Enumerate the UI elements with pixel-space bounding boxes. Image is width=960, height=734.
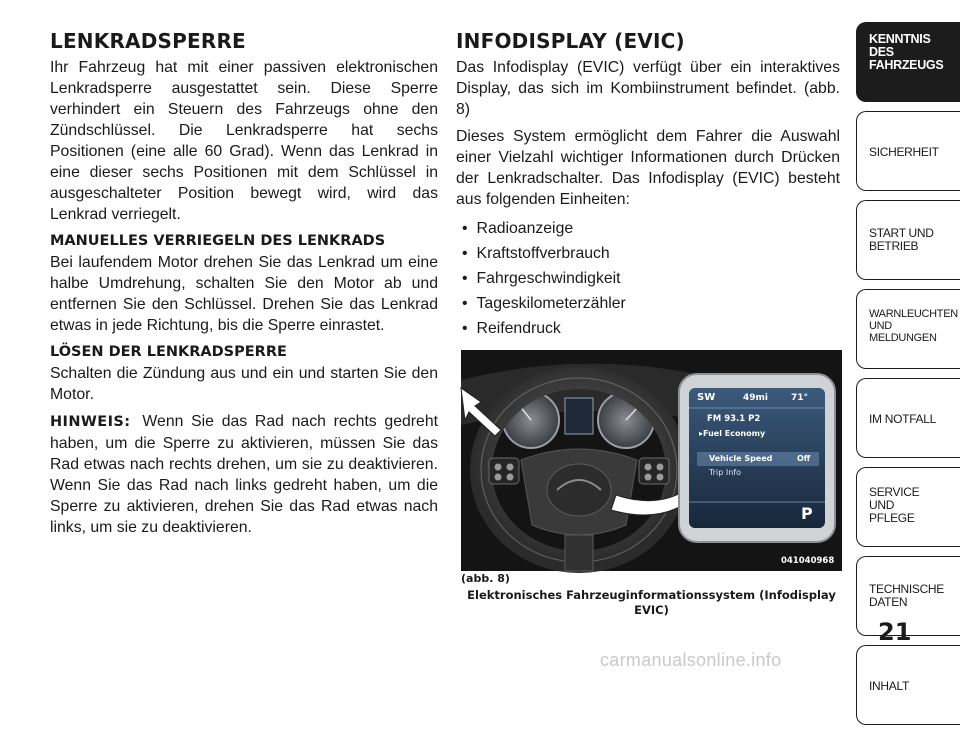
release-lock-text: Schalten die Zündung aus und ein und starten Sie den Motor. xyxy=(50,365,438,403)
display-menu-fuel-economy: ▸Fuel Economy xyxy=(699,429,766,438)
display-menu-vehicle-speed-value: Off xyxy=(797,454,811,463)
figure-number: (abb. 8) xyxy=(461,572,510,585)
steering-wheel-illustration xyxy=(461,350,842,571)
display-radio: FM 93.1 P2 xyxy=(707,414,761,424)
section-title-steering-lock: LENKRADSPERRE xyxy=(50,29,246,53)
manual-lock-heading: MANUELLES VERRIEGELN DES LENKRADS xyxy=(50,233,386,249)
list-item: • Tageskilometerzähler xyxy=(456,291,840,316)
display-temperature: 71° xyxy=(791,393,809,403)
list-item: • Radioanzeige xyxy=(456,216,840,241)
steering-lock-intro: Ihr Fahrzeug hat mit einer passiven elektronischen Lenkradsperre ausgestattet sein. Diese Sperre verhindert ein Steuern des Fahrzeugs ohne den Zündschlüssel. Die Lenkradsperre hat sechs Positionen (eine alle 60 Grad). Wenn das Lenkrad in eine dieser sechs Positionen mit dem Schlüssel in ausgeschalteter Position bewegt wird, wird das Lenkrad verriegelt. xyxy=(50,59,438,223)
page-number: 21 xyxy=(878,618,912,646)
display-compass: SW xyxy=(697,392,716,403)
tab-start-und-betrieb[interactable]: START UND BETRIEB xyxy=(856,200,960,280)
tab-warnleuchten-und-meldungen[interactable]: WARNLEUCHTEN UND MELDUNGEN xyxy=(856,289,960,369)
note-text: Wenn Sie das Rad nach rechts gedreht haben, um die Sperre zu aktivieren, müssen Sie das Rad etwas nach rechts drehen, um sie zu deaktivieren. Wenn Sie das Rad nach links gedreht haben, um die Sperre zu aktivieren, drehen Sie das Rad etwas nach links, um sie zu deaktivieren. xyxy=(50,413,438,536)
release-lock-heading: LÖSEN DER LENKRADSPERRE xyxy=(50,344,287,360)
tab-inhalt[interactable]: INHALT xyxy=(856,645,960,725)
tab-im-notfall[interactable]: IM NOTFALL xyxy=(856,378,960,458)
right-column xyxy=(456,28,840,341)
list-item: • Fahrgeschwindigkeit xyxy=(456,266,840,291)
evic-unit-list xyxy=(456,216,840,341)
list-item: • Kraftstoffverbrauch xyxy=(456,241,840,266)
display-menu-vehicle-speed: Vehicle Speed xyxy=(709,454,773,463)
display-gear: P xyxy=(801,504,813,523)
section-title-evic: INFODISPLAY (EVIC) xyxy=(456,29,685,53)
tab-kenntnis-des-fahrzeugs[interactable]: KENNTNIS DES FAHRZEUGS xyxy=(856,22,960,102)
figure-caption: Elektronisches Fahrzeuginformationssystem (Infodisplay EVIC) xyxy=(467,588,836,617)
list-item: • Reifendruck xyxy=(456,316,840,341)
tab-sicherheit[interactable]: SICHERHEIT xyxy=(856,111,960,191)
tab-technische-daten[interactable]: TECHNISCHE DATEN xyxy=(856,556,960,636)
tab-service-und-pflege[interactable]: SERVICE UND PFLEGE xyxy=(856,467,960,547)
note-paragraph xyxy=(50,411,438,538)
display-menu-trip-info: Trip Info xyxy=(709,468,741,477)
manual-lock-text: Bei laufendem Motor drehen Sie das Lenkrad um eine halbe Umdrehung, schalten Sie den Motor ab und entfernen Sie den Schlüssel. Drehen Sie das Lenkrad etwas in jede Richtung, bis die Sperre einrastet. xyxy=(50,254,438,334)
evic-figure xyxy=(461,350,842,571)
left-column xyxy=(50,28,438,544)
figure-code: 041040968 xyxy=(781,556,835,566)
watermark: carmanualsonline.info xyxy=(600,650,782,670)
display-range: 49mi xyxy=(743,393,768,403)
evic-description: Dieses System ermöglicht dem Fahrer die Auswahl einer Vielzahl wichtiger Informationen durch Drücken der Lenkradschalter. Das Infodisplay (EVIC) besteht aus folgenden Einheiten: xyxy=(456,128,840,208)
note-label: HINWEIS: xyxy=(50,414,131,430)
evic-intro: Das Infodisplay (EVIC) verfügt über ein interaktives Display, das sich im Kombiinstrument befindet. (abb. 8) xyxy=(456,59,840,118)
